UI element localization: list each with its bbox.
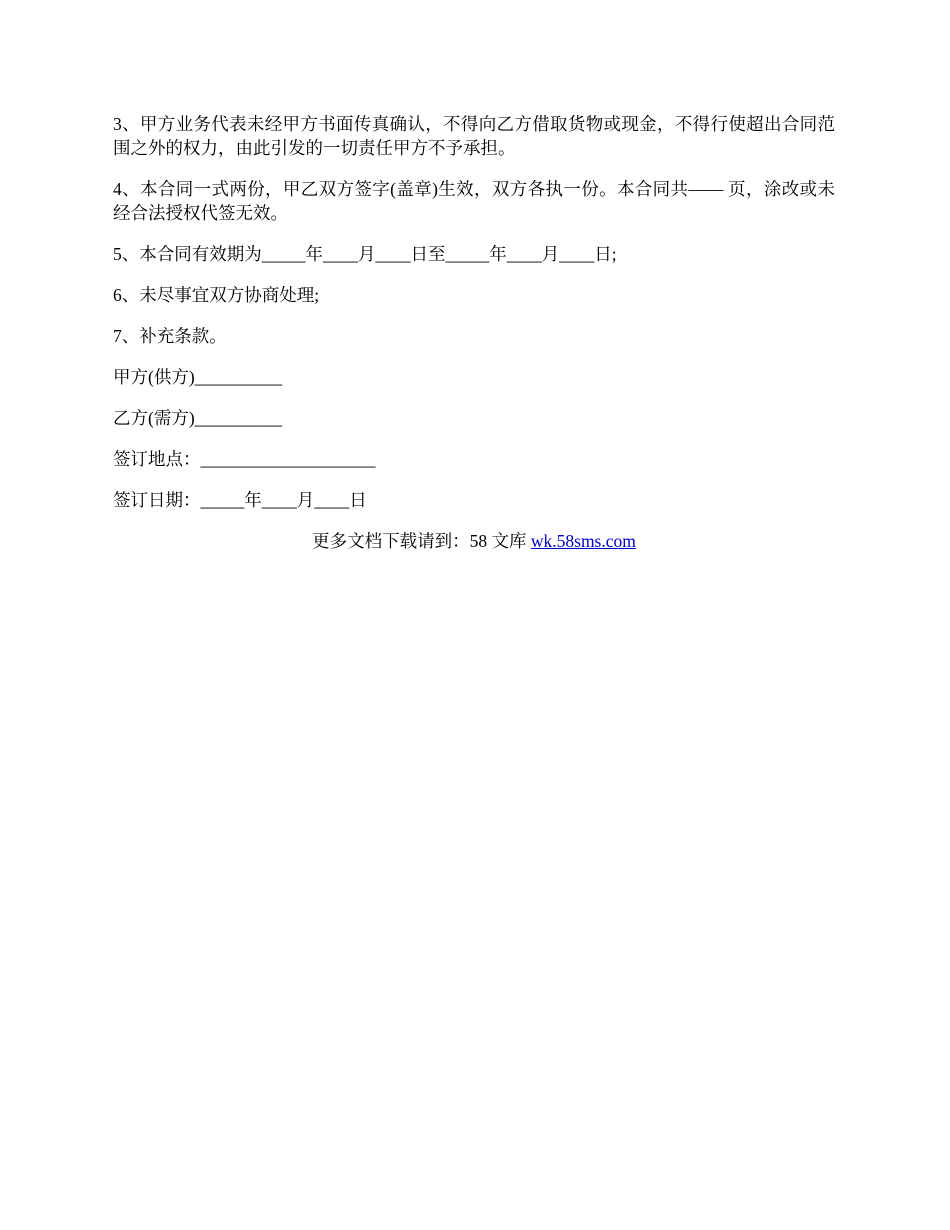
download-footer xyxy=(113,529,835,553)
clause-7: 7、补充条款。 xyxy=(113,326,227,346)
document-page xyxy=(113,112,835,553)
clause-5: 5、本合同有效期为_____年____月____日至_____年____月____日; xyxy=(113,244,617,264)
sign-place: 签订地点：____________________ xyxy=(113,449,376,469)
clause-6: 6、未尽事宜双方协商处理; xyxy=(113,285,320,305)
footer-prefix: 更多文档下载请到：58 文库 xyxy=(312,531,531,551)
party-a-signature: 甲方(供方)__________ xyxy=(113,367,283,387)
clause-3: 3、甲方业务代表未经甲方书面传真确认，不得向乙方借取货物或现金，不得行使超出合同范围之外的权力，由此引发的一切责任甲方不予承担。 xyxy=(113,114,835,158)
clause-4: 4、本合同一式两份，甲乙双方签字(盖章)生效，双方各执一份。本合同共—— 页，涂改或未经合法授权代签无效。 xyxy=(113,179,835,223)
footer-link[interactable]: wk.58sms.com xyxy=(530,531,636,551)
party-b-signature: 乙方(需方)__________ xyxy=(113,408,283,428)
sign-date: 签订日期：_____年____月____日 xyxy=(113,490,367,510)
